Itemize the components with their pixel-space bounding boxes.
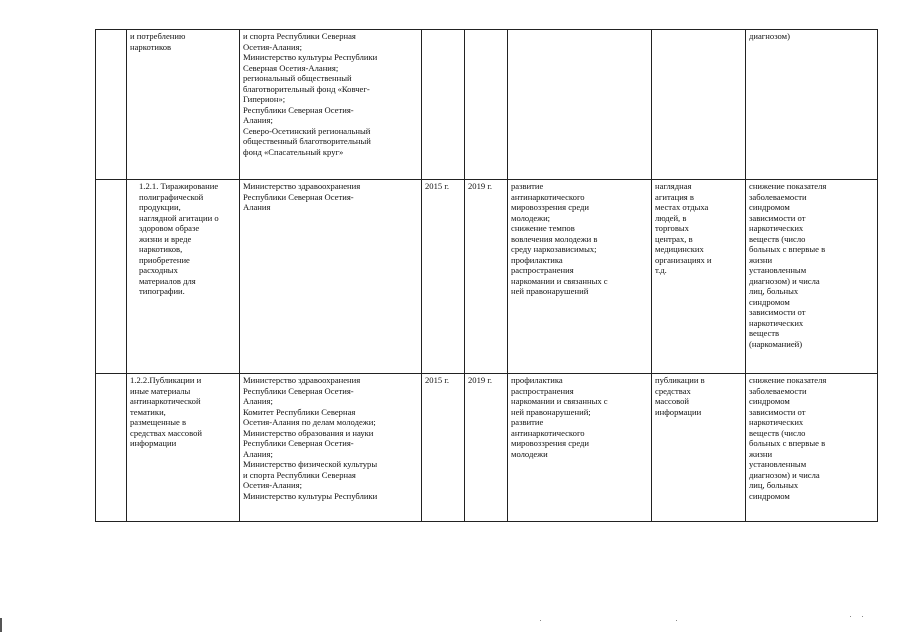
cell-number <box>96 374 127 522</box>
cell-text-line: снижение темпов <box>511 223 575 233</box>
cell-text-line: зависимости от <box>749 406 806 417</box>
cell-text-line: тематики, <box>130 406 166 417</box>
cell-text-line: Осетия-Алания; <box>243 41 302 52</box>
cell-text-line: Республики Северная Осетия- <box>243 385 354 396</box>
cell-text-line: Министерство здравоохранения <box>243 375 361 385</box>
cell-start-year <box>422 180 465 374</box>
cell-text-line: Министерство образования и науки <box>243 427 374 438</box>
table-row <box>96 180 878 374</box>
cell-measure <box>127 374 240 522</box>
cell-text-line: установленным <box>749 459 807 469</box>
cell-text-line: синдромом <box>749 296 790 307</box>
cell-text-line: массовой <box>655 396 690 406</box>
cell-text-line: и спорта Республики Северная <box>243 469 356 480</box>
cell-text-line: центрах, в <box>655 233 693 244</box>
cell-text-line: веществ (число <box>749 233 806 244</box>
cell-text-line: лиц, больных <box>749 480 799 490</box>
cell-text-line: Алания; <box>243 115 273 125</box>
cell-text-line: типографии. <box>139 286 185 296</box>
cell-text-line: молодежи; <box>511 212 551 223</box>
cell-expected-effect <box>508 374 652 522</box>
cell-text-line: торговых <box>655 223 689 233</box>
cell-executors <box>240 180 422 374</box>
cell-text-line: наркомании и связанных с <box>511 396 608 406</box>
table-row <box>96 30 878 180</box>
cell-text-line: заболеваемости <box>749 385 807 396</box>
cell-number <box>96 180 127 374</box>
cell-text-line: и спорта Республики Северная <box>243 31 356 41</box>
cell-text-line: диагнозом) и числа <box>749 469 820 480</box>
cell-text-line: Осетия-Алания; <box>243 480 302 490</box>
cell-text-line: больных с впервые в <box>749 244 826 254</box>
cell-text-line: синдромом <box>749 490 790 501</box>
cell-text-line: ней правонарушений <box>511 286 589 296</box>
cell-text-line: приобретение <box>139 254 190 265</box>
cell-text-line: наглядной агитации о <box>139 212 219 223</box>
cell-text-line: наркотических <box>749 223 804 233</box>
cell-text-line: зависимости от <box>749 307 806 317</box>
cell-text-line: распространения <box>511 385 574 396</box>
cell-text-line: снижение показателя <box>749 375 827 385</box>
cell-placement <box>652 180 746 374</box>
cell-text-line: медицинских <box>655 244 704 254</box>
cell-text-line: развитие <box>511 181 544 191</box>
cell-text-line: диагнозом) и числа <box>749 275 820 286</box>
cell-text-line: т.д. <box>655 265 667 275</box>
cell-text-line: Министерство физической культуры <box>243 459 378 469</box>
cell-text-line: веществ <box>749 328 780 338</box>
cell-text-line: жизни <box>749 448 773 459</box>
cell-text-line: публикации в <box>655 375 705 385</box>
cell-text-line: антинаркотического <box>511 191 585 202</box>
cell-text-line: 2019 г. <box>468 181 493 191</box>
cell-text-line: Министерство культуры Республики <box>243 52 378 62</box>
cell-text-line: (наркоманией) <box>749 338 803 349</box>
scan-artifact-dot <box>540 620 541 621</box>
cell-text-line: снижение показателя <box>749 181 827 191</box>
cell-text-line: региональный общественный <box>243 73 352 83</box>
cell-end-year <box>465 30 508 180</box>
program-measures-table <box>95 29 878 522</box>
cell-placement <box>652 30 746 180</box>
cell-text-line: организациях и <box>655 254 712 265</box>
cell-text-line: Республики Северная Осетия- <box>243 104 354 115</box>
scan-artifact-mark <box>0 618 2 632</box>
cell-text-line: фонд «Спасательный круг» <box>243 146 344 157</box>
cell-text-line: Комитет Республики Северная <box>243 406 356 417</box>
cell-text-line: наркотиков, <box>139 244 183 254</box>
cell-text-line: диагнозом) <box>749 31 790 41</box>
cell-text-line: людей, в <box>655 212 687 223</box>
cell-text-line: Министерство культуры Республики <box>243 490 378 501</box>
cell-text-line: продукции, <box>139 202 181 212</box>
cell-text-line: здоровом образе <box>139 223 200 233</box>
cell-text-line: профилактика <box>511 375 563 385</box>
cell-text-line: и потреблению <box>130 31 186 41</box>
cell-text-line: наркотиков <box>130 41 172 52</box>
cell-text-line: благотворительный фонд «Ковчег- <box>243 83 370 94</box>
table-body <box>96 30 878 522</box>
cell-text-line: лиц, больных <box>749 286 799 296</box>
cell-text-line: жизни <box>749 254 773 265</box>
cell-text-line: Республики Северная Осетия- <box>243 438 354 448</box>
cell-text-line: профилактика <box>511 254 563 265</box>
cell-text-line: заболеваемости <box>749 191 807 202</box>
cell-text-line: Осетия-Алания по делам молодежи; <box>243 417 376 427</box>
cell-text-line: 2015 г. <box>425 181 450 191</box>
cell-text-line: синдромом <box>749 396 790 406</box>
cell-executors <box>240 30 422 180</box>
cell-end-year <box>465 180 508 374</box>
cell-text-line: антинаркотической <box>130 396 201 406</box>
cell-text-line: веществ (число <box>749 427 806 438</box>
cell-text-line: агитация в <box>655 191 694 202</box>
scan-artifact-dot <box>862 616 863 617</box>
cell-text-line: информации <box>655 406 702 417</box>
cell-text-line: общественный благотворительный <box>243 136 371 146</box>
cell-expected-effect <box>508 30 652 180</box>
scan-artifact-dot <box>850 616 851 617</box>
cell-measure <box>127 30 240 180</box>
cell-text-line: молодежи <box>511 448 548 459</box>
cell-text-line: наркотических <box>749 417 804 427</box>
cell-text-line: средствах массовой <box>130 427 202 438</box>
cell-text-line: вовлечения молодежи в <box>511 233 598 244</box>
cell-text-line: антинаркотического <box>511 427 585 438</box>
cell-text-line: жизни и вреде <box>139 233 192 244</box>
cell-text-line: 2015 г. <box>425 375 450 385</box>
cell-text-line: мировоззрения среди <box>511 438 590 448</box>
cell-text-line: 2019 г. <box>468 375 493 385</box>
cell-text-line: мировоззрения среди <box>511 202 590 212</box>
cell-text-line: иные материалы <box>130 385 191 396</box>
cell-executors <box>240 374 422 522</box>
cell-text-line: Алания; <box>243 448 273 459</box>
cell-text-line: расходных <box>139 265 178 275</box>
cell-text-line: 1.2.2.Публикации и <box>130 375 202 385</box>
cell-text-line: Алания <box>243 202 271 212</box>
cell-measure <box>127 180 240 374</box>
cell-text-line: наглядная <box>655 181 692 191</box>
cell-text-line: 1.2.1. Тиражирование <box>139 181 219 191</box>
cell-start-year <box>422 374 465 522</box>
cell-text-line: полиграфической <box>139 191 204 202</box>
cell-indicator <box>746 374 878 522</box>
cell-text-line: средствах <box>655 385 691 396</box>
scan-artifact-dot <box>676 620 677 621</box>
cell-text-line: распространения <box>511 265 574 275</box>
cell-text-line: ней правонарушений; <box>511 406 591 417</box>
cell-number <box>96 30 127 180</box>
cell-placement <box>652 374 746 522</box>
cell-text-line: местах отдыха <box>655 202 709 212</box>
cell-text-line: наркомании и связанных с <box>511 275 608 286</box>
cell-text-line: материалов для <box>139 275 196 286</box>
cell-text-line: Северо-Осетинский региональный <box>243 125 371 136</box>
cell-text-line: среду наркозависимых; <box>511 244 597 254</box>
cell-indicator <box>746 180 878 374</box>
cell-text-line: информации <box>130 438 177 448</box>
cell-text-line: Алания; <box>243 396 273 406</box>
cell-text-line: Северная Осетия-Алания; <box>243 62 339 73</box>
cell-text-line: установленным <box>749 265 807 275</box>
cell-text-line: развитие <box>511 417 544 427</box>
cell-text-line: Гиперион»; <box>243 94 286 104</box>
cell-text-line: Министерство здравоохранения <box>243 181 361 191</box>
cell-text-line: синдромом <box>749 202 790 212</box>
cell-expected-effect <box>508 180 652 374</box>
cell-text-line: зависимости от <box>749 212 806 223</box>
cell-start-year <box>422 30 465 180</box>
cell-text-line: больных с впервые в <box>749 438 826 448</box>
cell-text-line: размещенные в <box>130 417 187 427</box>
table-row <box>96 374 878 522</box>
cell-indicator <box>746 30 878 180</box>
cell-text-line: Республики Северная Осетия- <box>243 191 354 202</box>
cell-end-year <box>465 374 508 522</box>
cell-text-line: наркотических <box>749 317 804 328</box>
